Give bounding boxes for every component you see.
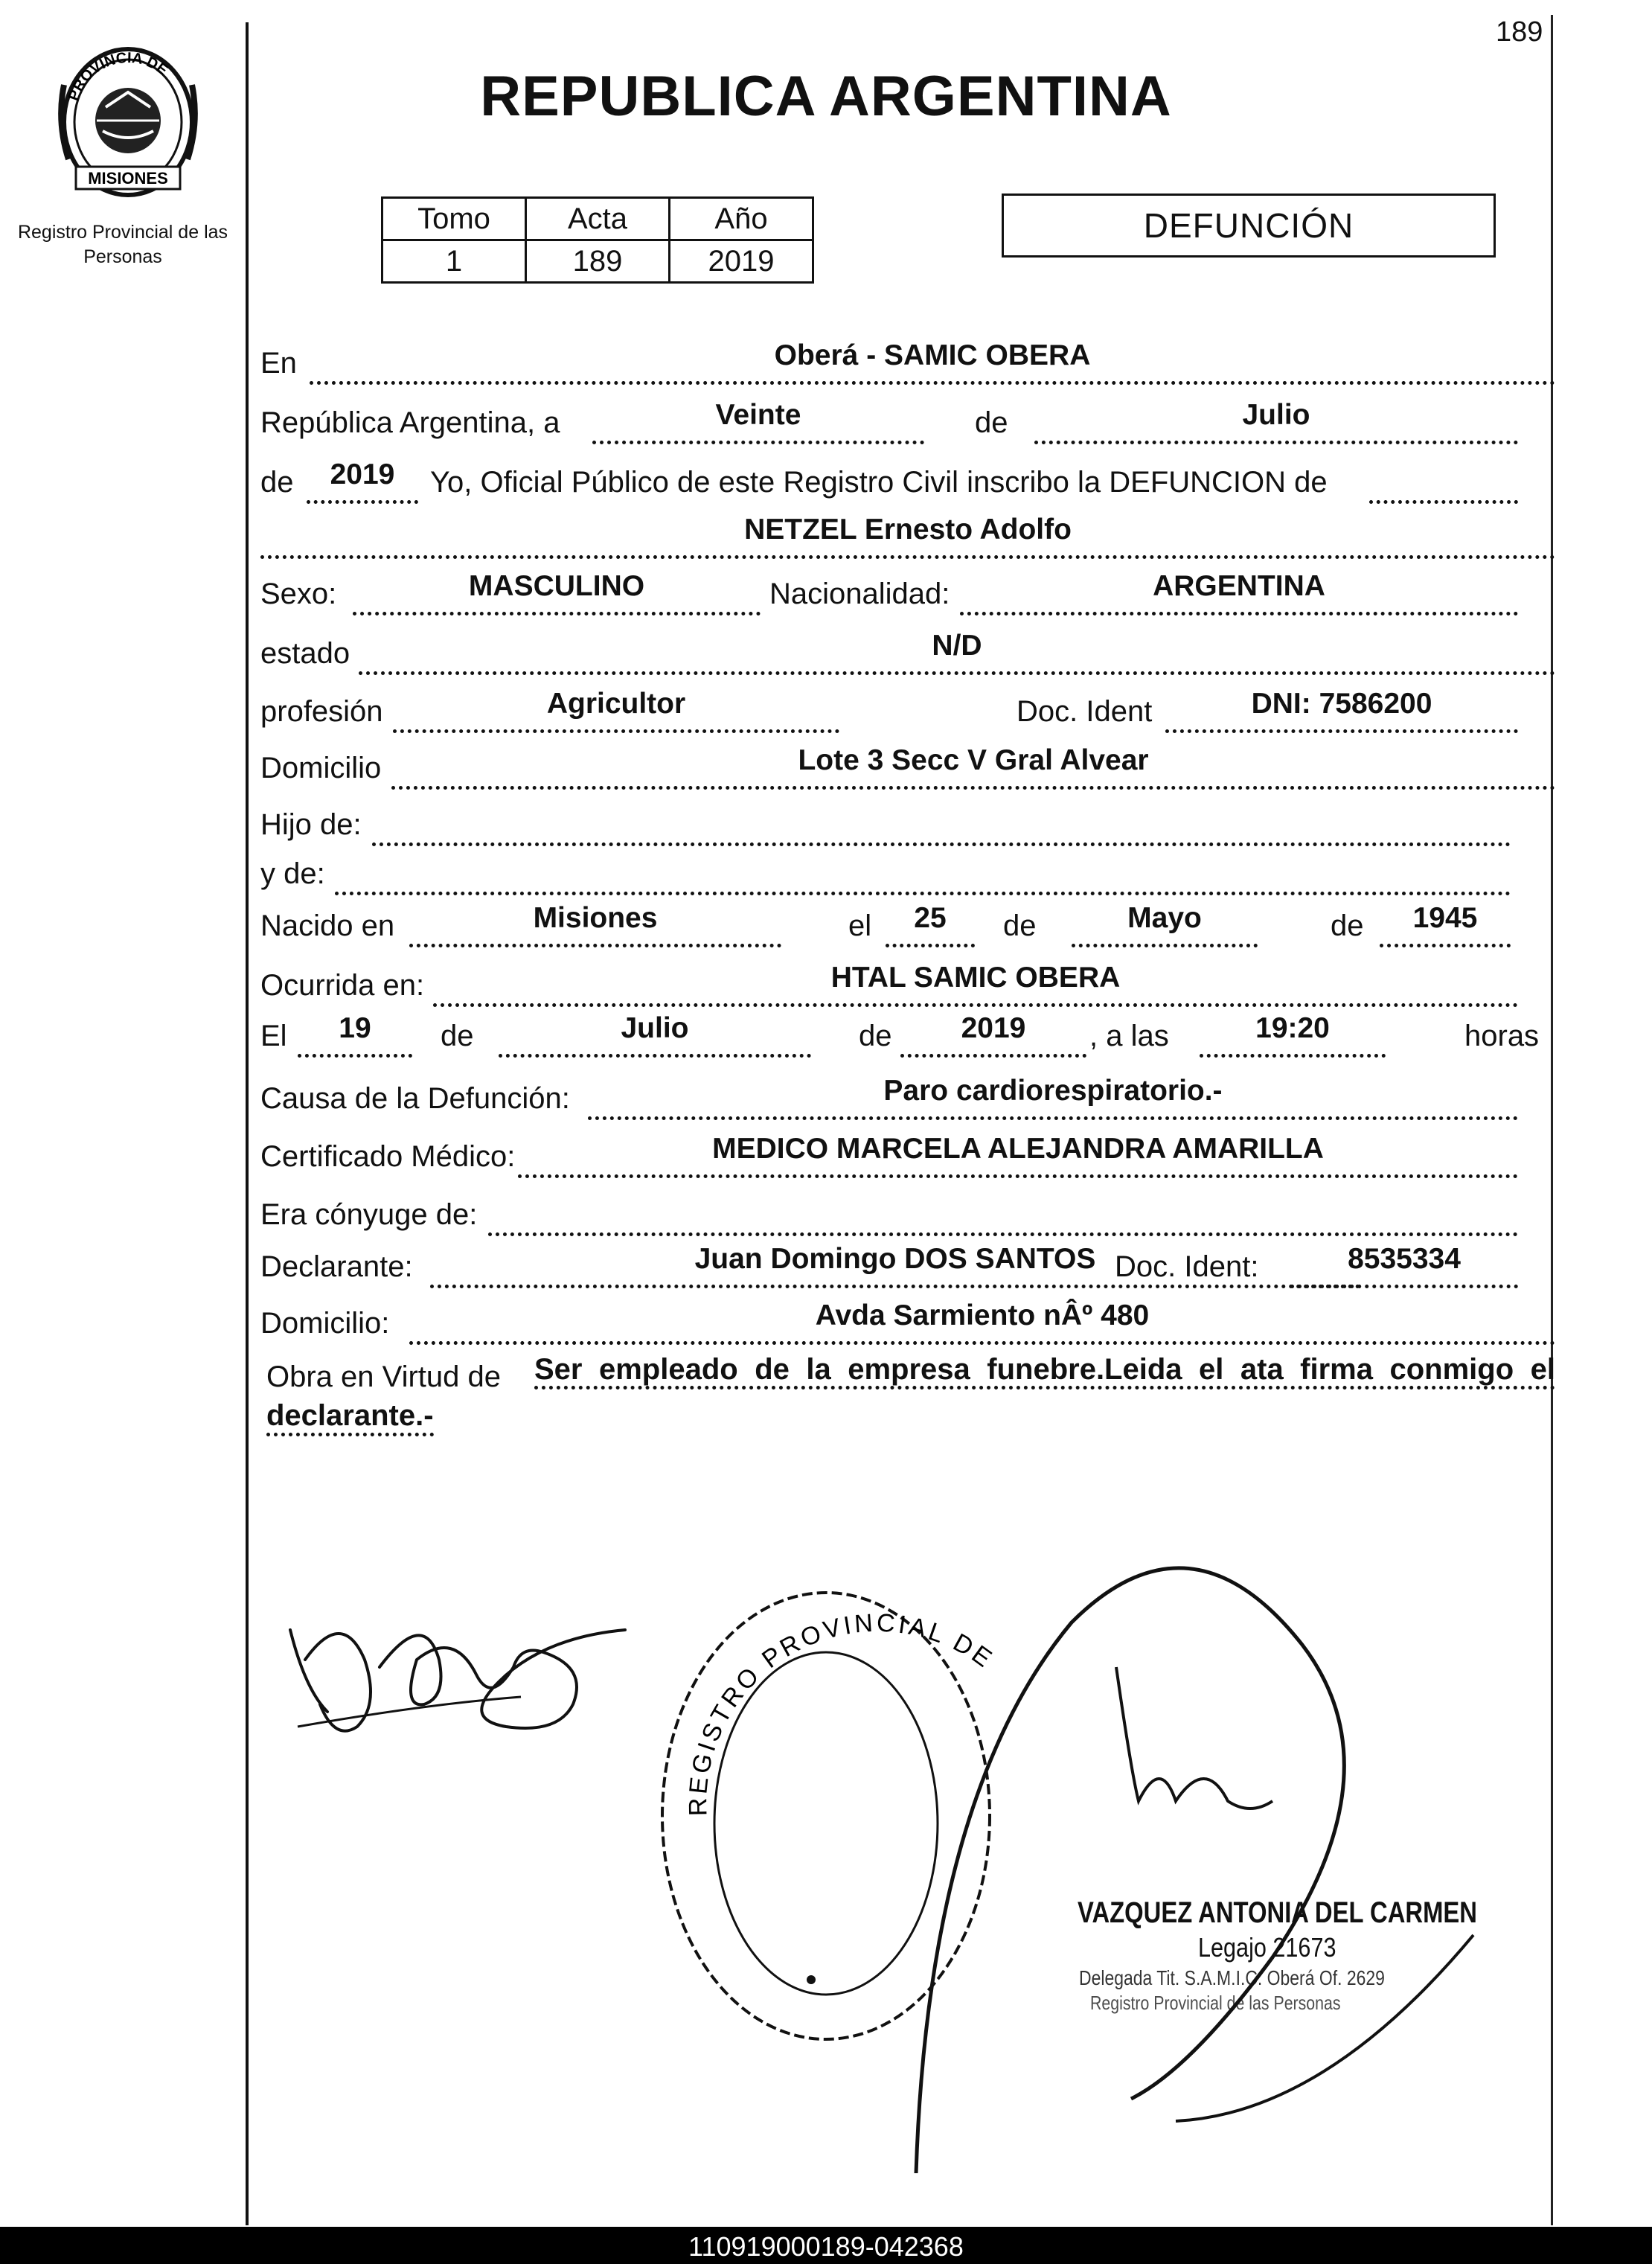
obra-tail: declarante.- — [266, 1399, 434, 1436]
official-name: VAZQUEZ ANTONIA DEL CARMEN — [1078, 1896, 1477, 1929]
obra-text-line: Ser empleado de la empresa funebre.Leida el ata firma conmigo el — [534, 1353, 1555, 1390]
death-month-field: Julio — [499, 1014, 811, 1058]
obra-text — [534, 1353, 1555, 1387]
label-el: El — [260, 1020, 287, 1052]
label-hijo: Hijo de: — [260, 808, 362, 841]
declarant-signature — [275, 1578, 647, 1749]
crest-bottom-text: MISIONES — [88, 169, 168, 188]
provincial-crest-logo — [54, 40, 202, 200]
certificado-field: MEDICO MARCELA ALEJANDRA AMARILLA — [518, 1134, 1518, 1178]
official-office: Registro Provincial de las Personas — [1090, 1992, 1341, 2014]
official-stamp-signature — [655, 1533, 1578, 2173]
decl-doc-field: 8535334 — [1290, 1244, 1518, 1288]
official-role: Delegada Tit. S.A.M.I.C. Oberá Of. 2629 — [1079, 1966, 1385, 1989]
label-de: de — [1331, 909, 1364, 942]
label-decl-domicilio: Domicilio: — [260, 1307, 390, 1340]
decl-domicilio-field: Avda Sarmiento nÂº 480 — [409, 1301, 1555, 1345]
acta-table — [381, 196, 814, 284]
label-yde: y de: — [260, 857, 325, 890]
place-field: Oberá - SAMIC OBERA — [310, 341, 1555, 385]
death-day-field: 19 — [298, 1014, 412, 1058]
label-causa: Causa de la Defunción: — [260, 1082, 570, 1115]
label-estado: estado — [260, 637, 350, 670]
month-field: Julio — [1034, 400, 1518, 444]
blank-field — [1369, 460, 1518, 504]
label-conyuge: Era cónyuge de: — [260, 1198, 478, 1231]
deceased-name-field: NETZEL Ernesto Adolfo — [260, 515, 1555, 559]
year-field: 2019 — [307, 460, 418, 504]
table-header: Tomo — [382, 198, 526, 240]
profesion-field: Agricultor — [393, 689, 839, 733]
label-horas: horas — [1464, 1020, 1540, 1052]
death-time-field: 19:20 — [1200, 1014, 1386, 1058]
registry-label: Registro Provincial de las Personas — [17, 222, 228, 267]
table-cell: 1 — [382, 240, 526, 283]
day-field: Veinte — [592, 400, 924, 444]
birthplace-field: Misiones — [409, 904, 781, 947]
table-row — [382, 198, 813, 240]
label-de: de — [441, 1020, 474, 1052]
causa-field: Paro cardiorespiratorio.- — [588, 1076, 1518, 1120]
label-doc-ident: Doc. Ident — [1017, 695, 1153, 728]
table-header: Acta — [526, 198, 670, 240]
doc-ident-field: DNI: 7586200 — [1165, 689, 1518, 733]
conyuge-field — [488, 1192, 1518, 1236]
label-de: de — [859, 1020, 892, 1052]
declarante-field: Juan Domingo DOS SANTOS — [430, 1244, 1360, 1288]
label-a-las: , a las — [1089, 1020, 1169, 1052]
footer-code: 110919000189-042368 — [688, 2231, 964, 2262]
page-title: REPUBLICA ARGENTINA — [480, 65, 1172, 128]
table-cell: 189 — [526, 240, 670, 283]
label-ocurrida: Ocurrida en: — [260, 969, 425, 1002]
birth-year-field: 1945 — [1380, 904, 1511, 947]
label-republica: República Argentina, a — [260, 406, 560, 439]
birth-day-field: 25 — [886, 904, 975, 947]
label-sexo: Sexo: — [260, 578, 337, 610]
table-row — [382, 240, 813, 283]
label-de: de — [975, 406, 1008, 439]
mother-field — [335, 851, 1511, 895]
record-type-box: DEFUNCIÓN — [1002, 194, 1496, 258]
official-legajo: Legajo 21673 — [1198, 1932, 1336, 1963]
page-number: 189 — [1496, 16, 1543, 48]
label-nacido: Nacido en — [260, 909, 395, 942]
label-el: el — [848, 909, 872, 942]
nacionalidad-field: ARGENTINA — [960, 572, 1518, 615]
death-year-field: 2019 — [900, 1014, 1086, 1058]
sexo-field: MASCULINO — [353, 572, 761, 615]
label-declarante: Declarante: — [260, 1250, 413, 1283]
crest-top-text: PROVINCIA DE — [65, 49, 171, 103]
label-obra: Obra en Virtud de — [266, 1360, 502, 1393]
label-de: de — [1003, 909, 1037, 942]
label-nacionalidad: Nacionalidad: — [769, 578, 950, 610]
label-en: En — [260, 347, 297, 380]
seal-text: REGISTRO PROVINCIAL DE — [684, 1608, 999, 1817]
birth-month-field: Mayo — [1072, 904, 1258, 947]
table-header: Año — [670, 198, 813, 240]
left-margin-rule — [246, 22, 249, 2225]
label-profesion: profesión — [260, 695, 383, 728]
label-certificado: Certificado Médico: — [260, 1140, 516, 1173]
estado-field: N/D — [359, 631, 1555, 675]
father-field — [372, 802, 1511, 846]
ocurrida-field: HTAL SAMIC OBERA — [433, 963, 1518, 1007]
label-decl-doc: Doc. Ident: — [1115, 1250, 1259, 1283]
domicilio-field: Lote 3 Secc V Gral Alvear — [391, 746, 1555, 790]
yo-statement: Yo, Oficial Público de este Registro Civil inscribo la DEFUNCION de — [430, 466, 1328, 499]
label-de: de — [260, 466, 294, 499]
table-cell: 2019 — [670, 240, 813, 283]
label-domicilio: Domicilio — [260, 752, 382, 784]
